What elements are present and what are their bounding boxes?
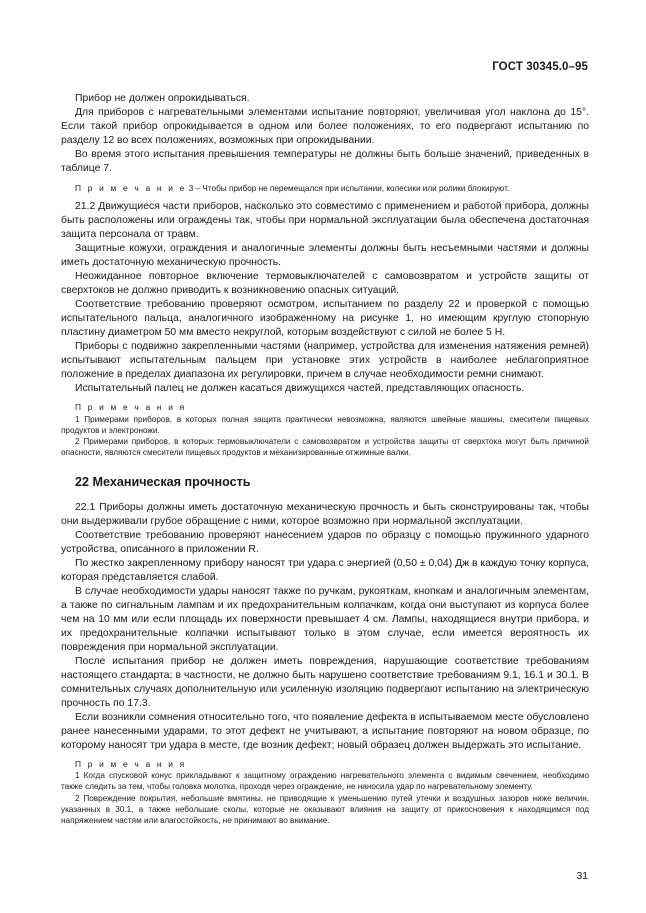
note-label: П р и м е ч а н и е bbox=[75, 183, 187, 193]
paragraph: Если возникли сомнения относительно того, что появление дефекта в испытываемом месте обусловлено ранее нанесенными ударами, то этот дефект не учитывают, а испытание повторяют на новом образце, по которому наносят три удара в месте, где возник дефект; новый образец должен выдержать это испытание. bbox=[61, 711, 589, 751]
notes-label: П р и м е ч а н и я bbox=[75, 402, 187, 413]
paragraph: Неожиданное повторное включение термовыключателей с самовозвратом и устройств защиты от сверхтоков не должно приводить к возникновению опасных ситуаций. bbox=[61, 271, 589, 297]
note-item: 2 Повреждение покрытия, небольшие вмятины, не приводящие к уменьшению путей утечки и воздушных зазоров ниже величин, указанных в 30.1, а также небольшие сколы, которые не оказывают влияния на защиту от прикосновения к находящимся под напряжением частям или влагостойкость, не принимают во внимание. bbox=[61, 793, 589, 826]
paragraph: Соответствие требованию проверяют нанесением ударов по образцу с помощью пружинного ударного устройства, описанного в приложении R. bbox=[61, 529, 589, 555]
page-content bbox=[61, 92, 589, 827]
paragraph: Прибор не должен опрокидываться. bbox=[75, 93, 250, 104]
note-text: 3 – Чтобы прибор не перемещался при испытании, колесики или ролики блокируют. bbox=[186, 184, 510, 193]
paragraph: После испытания прибор не должен иметь повреждения, нарушающие соответствие требованиям настоящего стандарта; в частности, не должно быть нарушено соответствие требованиям 9.1, 16.1 и 30.1. В сомнительных случаях дополнительную или усиленную изоляцию подвергают испытанию на электрическую прочность по 17.3. bbox=[61, 655, 589, 709]
paragraph: Защитные кожухи, ограждения и аналогичные элементы должны быть несъемными частями и должны иметь достаточную механическую прочность. bbox=[61, 243, 589, 269]
paragraph-21-2: 21.2 Движущиеся части приборов, насколько это совместимо с применением и работой прибора, должны быть расположены или ограждены так, чтобы при нормальной эксплуатации была обеспечена достаточная защита персонала от травм. bbox=[61, 201, 589, 241]
paragraph: Для приборов с нагревательными элементами испытание повторяют, увеличивая угол наклона до 15°. Если такой прибор опрокидывается в одном или более положениях, то его подвергают испытанию по разделу 12 во всех положениях, возможных при опрокидывании. bbox=[61, 107, 589, 146]
page-number: 31 bbox=[576, 871, 588, 882]
document-code-header: ГОСТ 30345.0–95 bbox=[492, 61, 588, 73]
note-3 bbox=[61, 183, 589, 194]
paragraph: Приборы с подвижно закрепленными частями (например, устройства для изменения натяжения ремней) испытывают испытательным пальцем при установке этих устройств в наиболее неблагоприятное положение в пределах диапазона их регулировки, причем в случае необходимости ремни снимают. bbox=[61, 341, 589, 381]
notes-label: П р и м е ч а н и я bbox=[75, 758, 187, 769]
paragraph: В случае необходимости удары наносят также по ручкам, рукояткам, кнопкам и аналогичным элементам, а также по сигнальным лампам и их предохранительным колпачкам, когда они выступают из корпуса более чем на 10 мм или если площадь их поверхности превышает 4 см. Лампы, находящиеся внутри прибора, и их предохранительные колпачки испытывают только в этом случае, если имеется вероятность их повреждения при нормальной эксплуатации. bbox=[61, 585, 589, 653]
paragraph-22-1: 22.1 Приборы должны иметь достаточную механическую прочность и быть сконструированы так, чтобы они выдерживали грубое обращение с ними, которое возможно при нормальной эксплуатации. bbox=[61, 501, 589, 527]
section-title: 22 Механическая прочность bbox=[75, 474, 251, 489]
paragraph: По жестко закрепленному прибору наносят три удара с энергией (0,50 ± 0,04) Дж в каждую точку корпуса, которая представляется слабой. bbox=[61, 557, 589, 583]
paragraph: Соответствие требованию проверяют осмотром, испытанием по разделу 22 и проверкой с помощью испытательного пальца, аналогичного изображенному на рисунке 1, но имеющим круглую стопорную пластину диаметром 50 мм вместо некруглой, которым воздействуют с силой не более 5 Н. bbox=[61, 299, 589, 339]
note-item: 2 Примерами приборов, в которых термовыключатели с самовозвратом и устройства защиты от сверхтока могут быть причиной опасности, являются смесители пищевых продуктов и механизированные отжимные валки. bbox=[61, 437, 589, 458]
note-item: 1 Когда спусковой конус прикладывают к защитному ограждению нагревательного элемента с видимым свечением, необходимо также следить за тем, чтобы головка молотка, проходя через ограждение, не наносила удар по нагревательному элементу. bbox=[61, 771, 589, 792]
paragraph: Во время этого испытания превышения температуры не должны быть больше значений, приведенных в таблице 7. bbox=[61, 149, 589, 174]
paragraph: Испытательный палец не должен касаться движущихся частей, представляющих опасность. bbox=[75, 383, 525, 395]
note-item: 1 Примерами приборов, в которых полная защита практически невозможна, являются швейные машины, смесители пищевых продуктов и электроножи. bbox=[61, 414, 589, 435]
